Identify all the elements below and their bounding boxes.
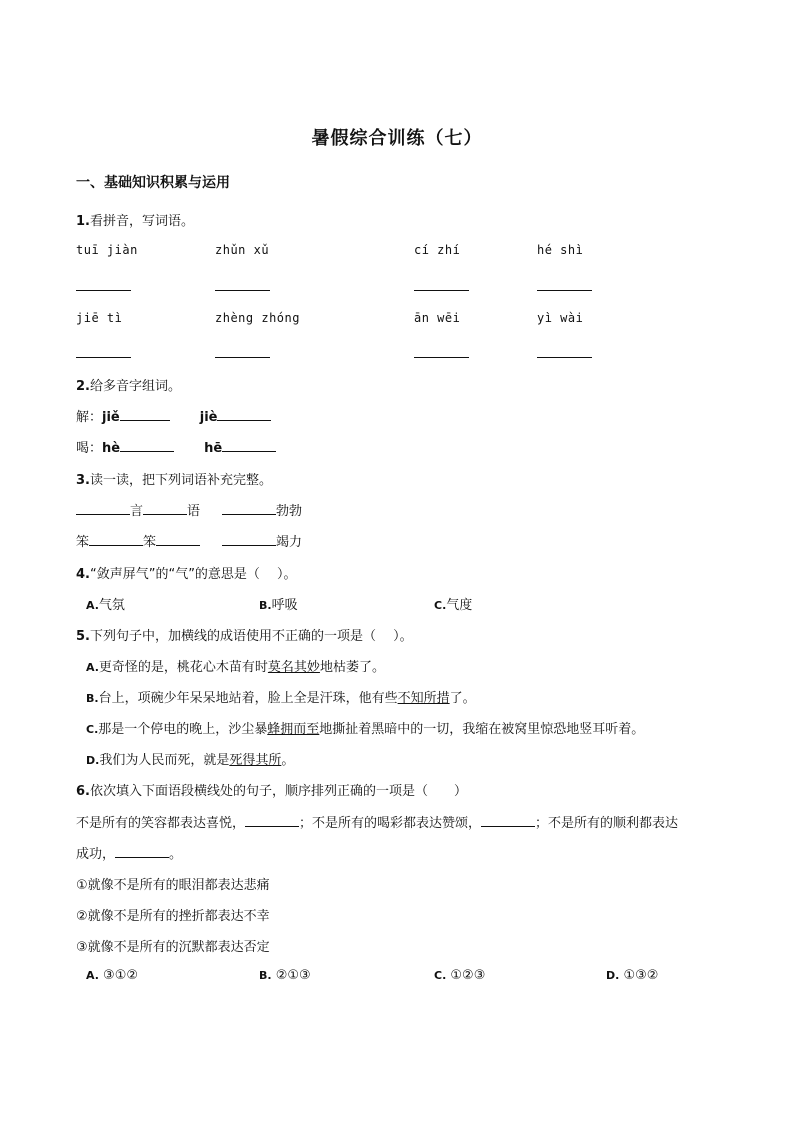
idiom-char: 笨 <box>143 535 157 550</box>
pinyin-label: jiè <box>199 410 218 425</box>
answer-blank[interactable] <box>115 856 169 858</box>
answer-blank[interactable] <box>215 290 270 291</box>
pinyin-6: zhèng zhóng <box>215 311 300 325</box>
question-number: 5. <box>76 629 90 644</box>
sentence-1: ①就像不是所有的眼泪都表达悲痛 <box>76 878 270 893</box>
idiom-char: 笨 <box>76 535 90 550</box>
sentence-2: ②就像不是所有的挫折都表达不幸 <box>76 909 270 924</box>
pinyin-label: hè <box>102 441 121 456</box>
option-b[interactable]: B. ②①③ <box>259 968 311 983</box>
idiom-line-1 <box>76 500 302 519</box>
option-a[interactable]: A. ③①② <box>86 968 139 983</box>
question-4 <box>76 563 297 582</box>
polyphone-char: 解： <box>76 410 103 425</box>
sentence-3: ③就像不是所有的沉默都表达否定 <box>76 940 270 955</box>
pinyin-4: hé shì <box>537 243 584 257</box>
option-a[interactable]: A.更奇怪的是，桃花心木苗有时莫名其妙地枯萎了。 <box>86 660 385 675</box>
option-c[interactable]: C. ①②③ <box>434 968 486 983</box>
question-number: 1. <box>76 214 90 229</box>
pinyin-7: ān wēi <box>414 311 461 325</box>
answer-blank[interactable] <box>481 825 535 827</box>
answer-blank[interactable] <box>222 513 276 515</box>
answer-blank[interactable] <box>120 450 174 452</box>
option-d[interactable]: D.我们为人民而死，就是死得其所。 <box>86 753 295 768</box>
polyphone-line-1 <box>76 406 271 425</box>
idiom-char: 竭力 <box>276 535 303 550</box>
answer-blank[interactable] <box>245 825 299 827</box>
option-b[interactable]: B.台上，项碗少年呆呆地站着，脸上全是汗珠，他有些不知所措了。 <box>86 691 476 706</box>
option-b[interactable]: B.呼吸 <box>259 598 298 613</box>
question-text: 下列句子中，加横线的成语使用不正确的一项是（ ）。 <box>89 629 413 644</box>
answer-blank[interactable] <box>414 290 469 291</box>
option-a[interactable]: A.气氛 <box>86 598 125 613</box>
idiom-line-2 <box>76 531 302 550</box>
question-text: 看拼音，写词语。 <box>89 214 194 229</box>
answer-blank[interactable] <box>76 357 131 358</box>
polyphone-line-2 <box>76 437 276 456</box>
answer-blank[interactable] <box>217 419 271 421</box>
question-5 <box>76 625 413 644</box>
idiom-char: 语 <box>187 504 201 519</box>
pinyin-label: hē <box>204 441 223 456</box>
passage-line-1: 不是所有的笑容都表达喜悦， ；不是所有的喝彩都表达赞颂， ；不是所有的顺利都表达 <box>76 816 679 831</box>
question-number: 4. <box>76 567 90 582</box>
question-1 <box>76 210 194 229</box>
question-6 <box>76 780 467 799</box>
question-2 <box>76 375 181 394</box>
pinyin-3: cí zhí <box>414 243 461 257</box>
question-text: “敛声屏气”的“气”的意思是（ ）。 <box>89 567 297 582</box>
underlined-idiom: 蜂拥而至 <box>267 722 320 737</box>
question-text: 给多音字组词。 <box>89 379 181 394</box>
pinyin-1: tuī jiàn <box>76 243 138 257</box>
answer-blank[interactable] <box>89 544 143 546</box>
page-title: 暑假综合训练（七） <box>311 128 483 149</box>
answer-blank[interactable] <box>222 544 276 546</box>
answer-blank[interactable] <box>143 513 187 515</box>
answer-blank[interactable] <box>537 357 592 358</box>
answer-blank[interactable] <box>76 290 131 291</box>
answer-blank[interactable] <box>76 513 130 515</box>
option-c[interactable]: C.气度 <box>434 598 473 613</box>
answer-blank[interactable] <box>222 450 276 452</box>
idiom-char: 言 <box>130 504 144 519</box>
answer-blank[interactable] <box>156 544 200 546</box>
polyphone-char: 喝： <box>76 441 103 456</box>
pinyin-2: zhǔn xǔ <box>215 243 270 257</box>
answer-blank[interactable] <box>414 357 469 358</box>
question-3 <box>76 469 272 488</box>
pinyin-8: yì wài <box>537 311 584 325</box>
pinyin-label: jiě <box>102 410 120 425</box>
question-number: 6. <box>76 784 90 799</box>
option-d[interactable]: D. ①③② <box>606 968 659 983</box>
underlined-idiom: 不知所措 <box>397 691 450 706</box>
section-heading-basics: 一、基础知识积累与运用 <box>76 175 230 191</box>
question-text: 读一读，把下列词语补充完整。 <box>89 473 272 488</box>
pinyin-5: jiē tì <box>76 311 123 325</box>
underlined-idiom: 莫名其妙 <box>267 660 320 675</box>
passage-line-2: 成功， 。 <box>76 847 183 862</box>
option-c[interactable]: C.那是一个停电的晚上，沙尘暴蜂拥而至地撕扯着黑暗中的一切，我缩在被窝里惊恐地竖耳听着。 <box>86 722 645 737</box>
idiom-char: 勃勃 <box>276 504 303 519</box>
underlined-idiom: 死得其所 <box>229 753 282 768</box>
answer-blank[interactable] <box>215 357 270 358</box>
question-number: 3. <box>76 473 90 488</box>
answer-blank[interactable] <box>537 290 592 291</box>
question-number: 2. <box>76 379 90 394</box>
answer-blank[interactable] <box>120 419 170 421</box>
question-text: 依次填入下面语段横线处的句子，顺序排列正确的一项是（ ） <box>89 784 467 799</box>
